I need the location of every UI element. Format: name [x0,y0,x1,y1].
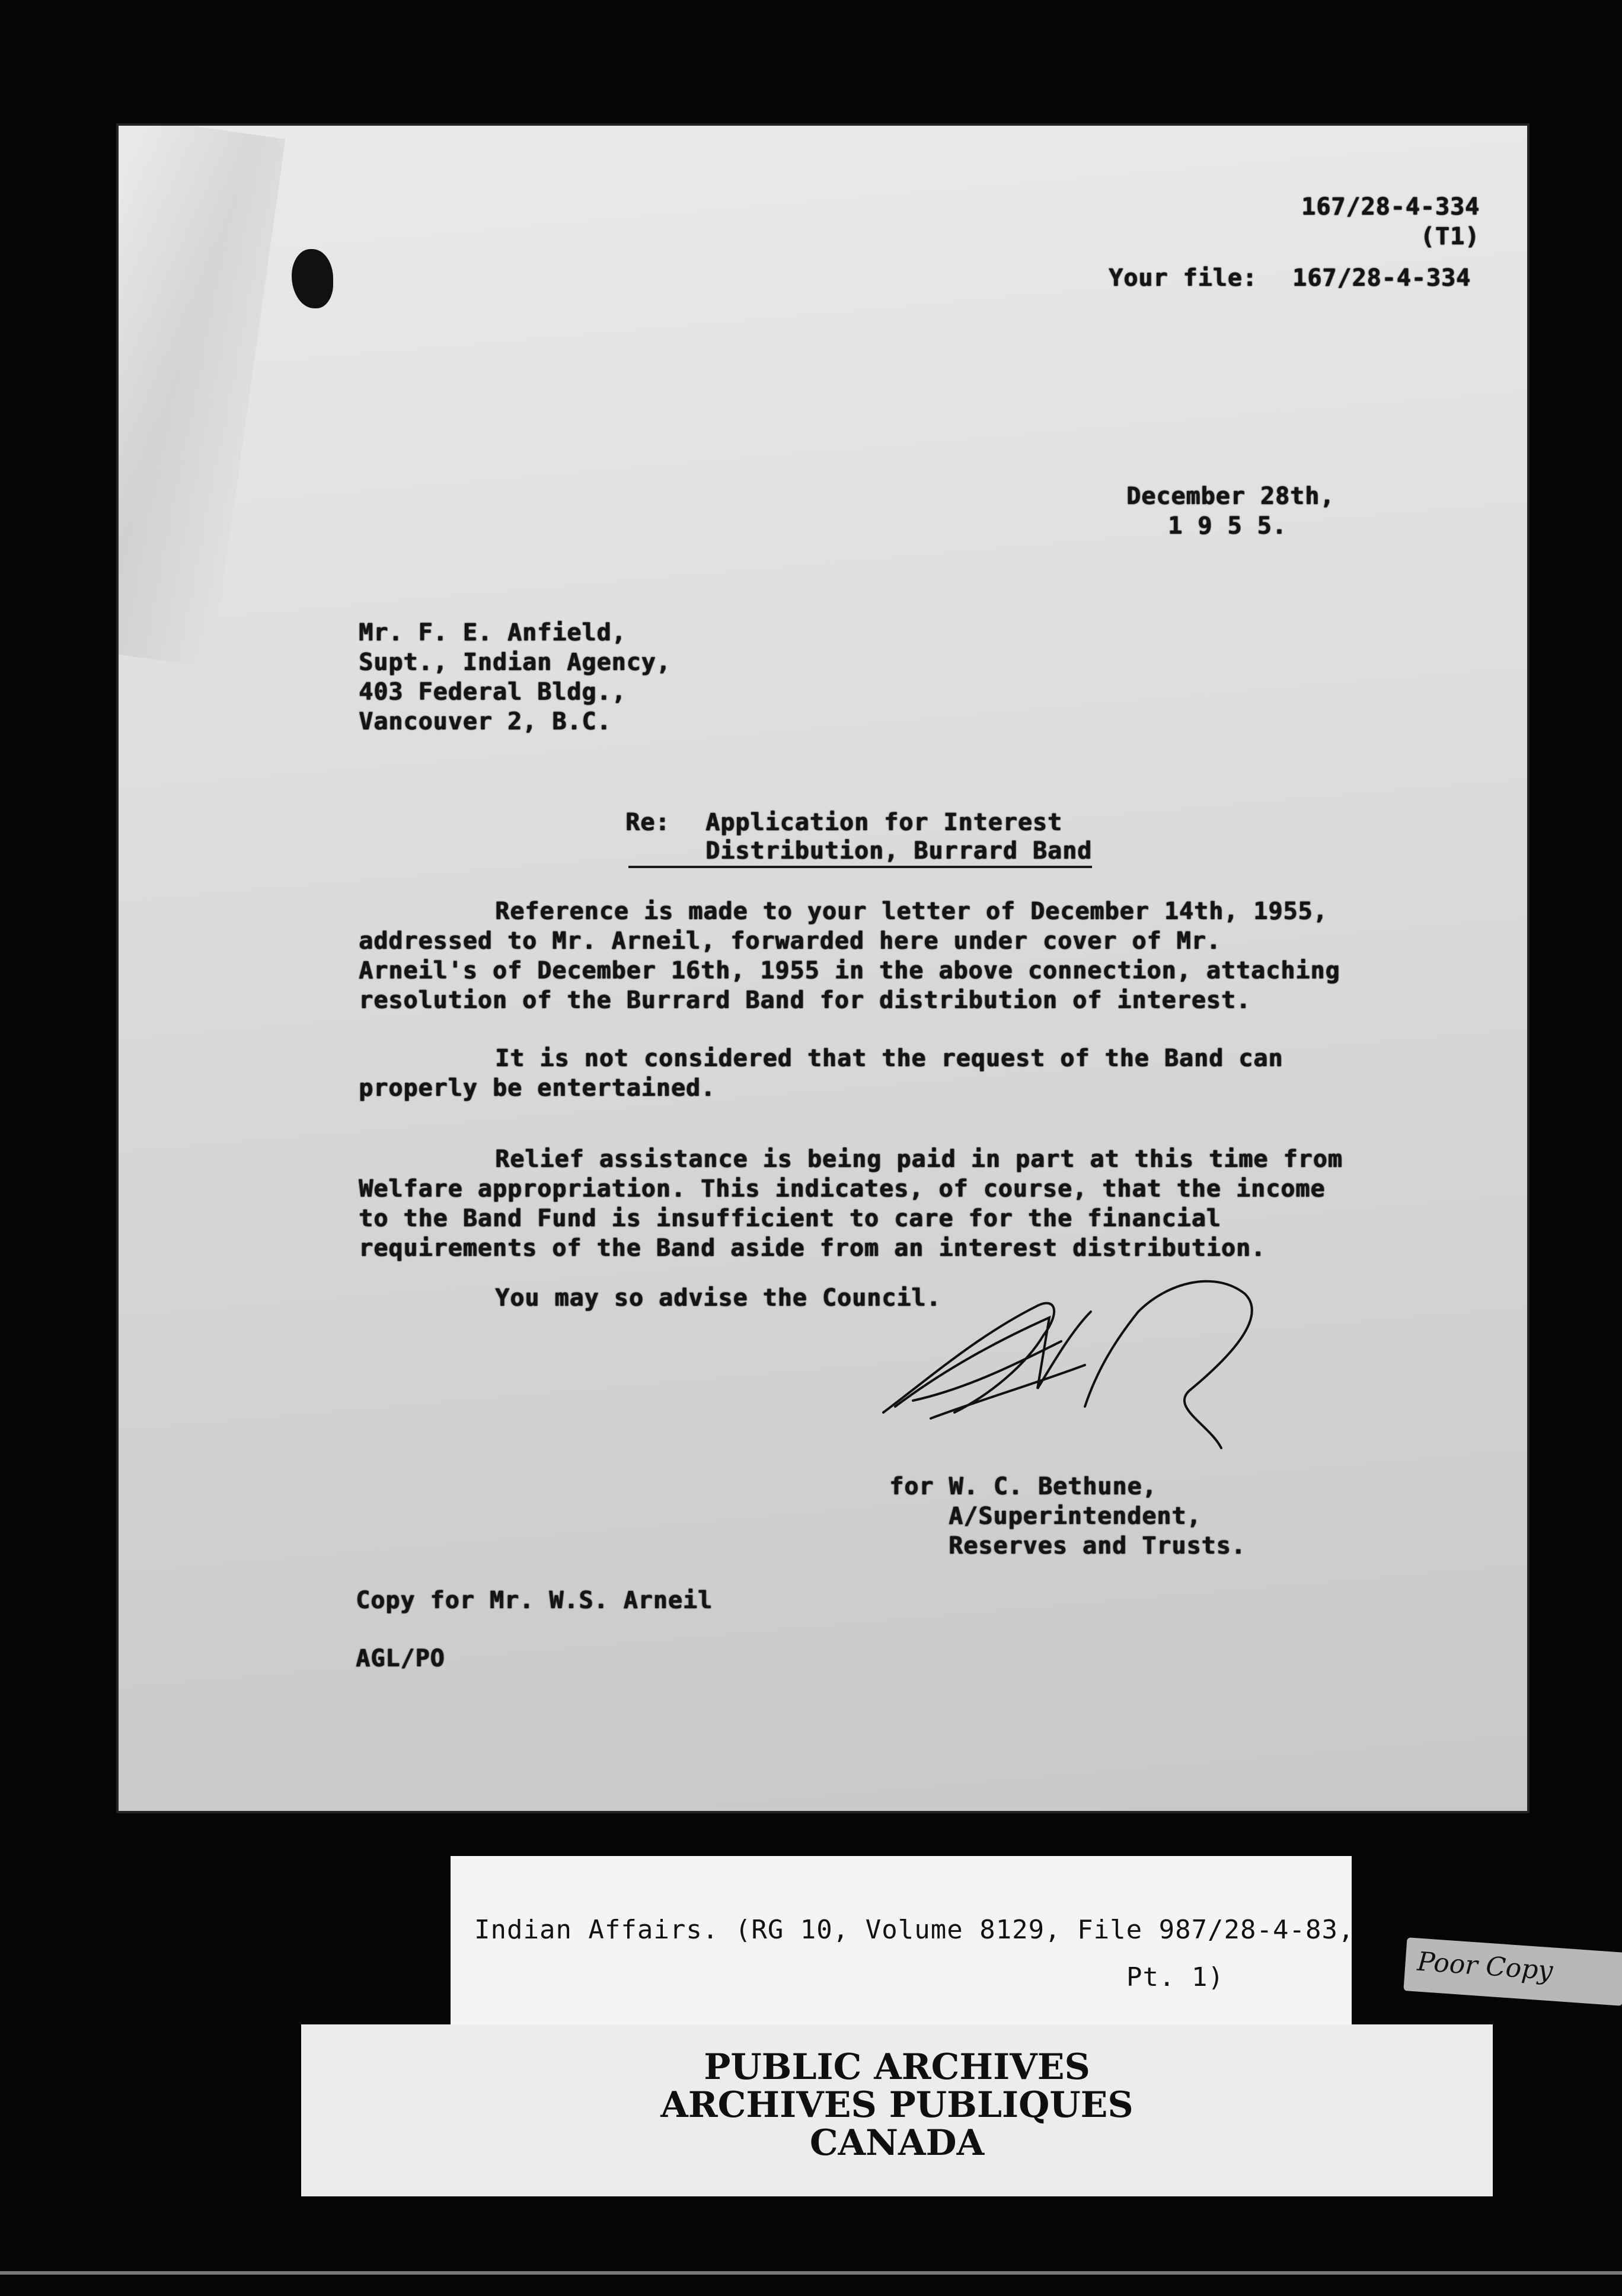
subject-line: Application for Interest [705,809,1062,836]
address-line: 403 Federal Bldg., [359,678,627,706]
handwritten-signature [860,1270,1275,1466]
date-year: 1 9 5 5. [1168,512,1287,540]
signature-department: Reserves and Trusts. [949,1532,1246,1560]
archive-stamp-line: ARCHIVES PUBLIQUES [660,2084,1134,2126]
date-line: December 28th, [1126,483,1335,510]
quality-tag [1403,1937,1622,2006]
archive-stamp [301,2024,1493,2196]
your-file-value: 167/28-4-334 [1292,264,1471,292]
signature-name: for W. C. Bethune, [889,1473,1157,1500]
quality-tag-text: Poor Copy [1416,1946,1554,1986]
archive-stamp-line: PUBLIC ARCHIVES [704,2046,1090,2088]
punch-hole [292,249,333,308]
signature-title: A/Superintendent, [949,1503,1202,1530]
copy-note: Copy for Mr. W.S. Arneil [356,1587,713,1614]
archive-stamp-line: CANADA [809,2122,985,2164]
body-paragraph-closing: You may so advise the Council. [495,1284,941,1312]
archive-reference-part: Pt. 1) [1126,1962,1224,1992]
subject-line-underlined: Distribution, Burrard Band [628,836,1092,868]
subject-prefix: Re: [625,809,670,836]
your-file-label: Your file: [1109,264,1257,292]
typist-initials: AGL/PO [356,1645,445,1672]
letter-page [119,126,1527,1811]
file-reference-subcode: (T1) [1420,223,1480,250]
archive-reference-line: Indian Affairs. (RG 10, Volume 8129, File 987/28-4-83, [474,1915,1355,1945]
address-line: Vancouver 2, B.C. [359,708,612,735]
body-paragraph: It is not considered that the request of the Band can properly be entertained. [359,1045,1283,1102]
body-paragraph: Reference is made to your letter of December 14th, 1955, addressed to Mr. Arneil, forwarded here under cover of Mr. Arneil's of December 16th, 1955 in the above connection, attaching resolution of the Burrard Band for distribution of interest. [359,898,1340,1014]
address-line: Mr. F. E. Anfield, [359,619,627,646]
archive-reference-label [451,1856,1355,2046]
film-edge [0,2271,1622,2275]
body-paragraph: Relief assistance is being paid in part at this time from Welfare appropriation. This indicates, of course, that the income to the Band Fund is insufficient to care for the financial requirements of the Band aside from an interest distribution. [359,1146,1343,1262]
file-reference: 167/28-4-334 [1301,193,1480,221]
address-line: Supt., Indian Agency, [359,649,671,676]
